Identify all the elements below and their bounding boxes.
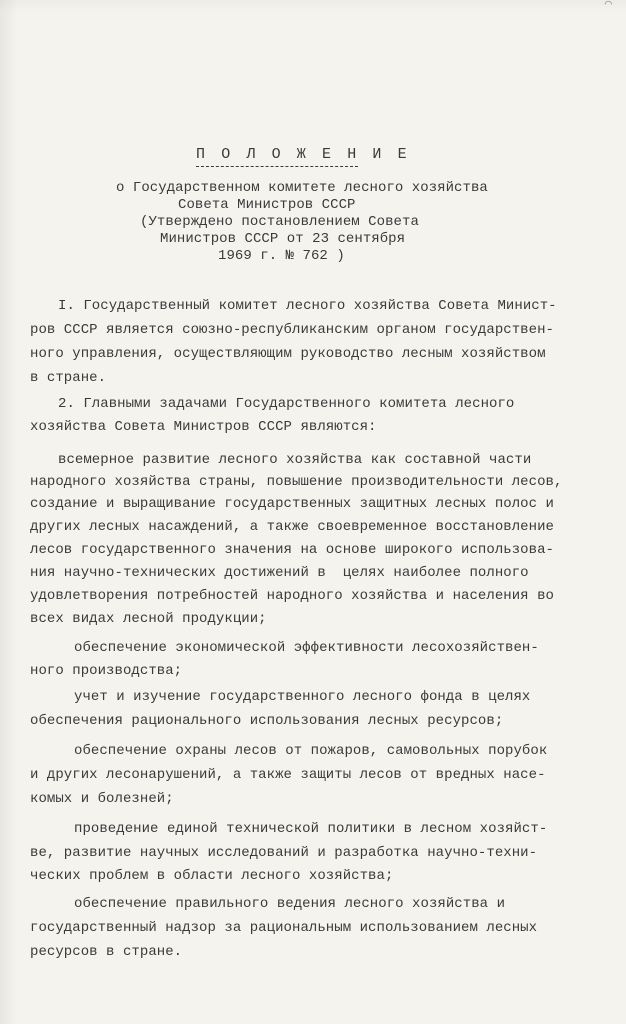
task-6-line: ресурсов в стране. — [30, 944, 183, 960]
task-1-line: ния научно-технических достижений в целях наиболее полного — [30, 565, 529, 581]
task-1-line: лесов государственного значения на основе широкого использова- — [30, 542, 554, 558]
paragraph-1-line: в стране. — [30, 370, 107, 386]
task-1-line: народного хозяйства страны, повышение производительности лесов, — [30, 474, 563, 490]
task-1-line: всемерное развитие лесного хозяйства как составной части — [58, 452, 532, 468]
task-5-line: ческих проблем в области лесного хозяйства; — [30, 868, 394, 884]
paragraph-2-line: 2. Главными задачами Государственного комитета лесного — [58, 396, 515, 412]
task-1-line: других лесных насаждений, а также своевременное восстановление — [30, 519, 554, 535]
task-2-line: ного производства; — [30, 663, 183, 679]
document-title: П О Л О Ж Е Н И Е — [196, 146, 411, 163]
task-5-line: проведение единой технической политики в лесном хозяйст- — [74, 821, 548, 837]
task-2-line: обеспечение экономической эффективности лесохозяйствен- — [74, 640, 539, 656]
subtitle-line: Министров СССР от 23 сентября — [160, 231, 406, 247]
task-6-line: обеспечение правильного ведения лесного хозяйства и — [74, 896, 506, 912]
task-1-line: создание и выращивание государственных защитных лесных полос и — [30, 496, 554, 512]
paragraph-2-line: хозяйства Совета Министров СССР являются: — [30, 419, 377, 435]
subtitle-line: Совета Министров СССР — [178, 197, 356, 213]
task-1-line: всех видах лесной продукции; — [30, 611, 267, 627]
title-underline — [196, 166, 358, 167]
paragraph-1-line: ного управления, осуществляющим руководство лесным хозяйством — [30, 346, 546, 362]
task-3-line: обеспечения рационального использования лесных ресурсов; — [30, 713, 504, 729]
subtitle-line: о Государственном комитете лесного хозяйства — [116, 180, 488, 196]
subtitle-line: (Утверждено постановлением Совета — [140, 214, 419, 230]
task-1-line: удовлетворения потребностей народного хозяйства и населения во — [30, 588, 554, 604]
task-4-line: комых и болезней; — [30, 791, 174, 807]
paragraph-1-line: I. Государственный комитет лесного хозяйства Совета Минист- — [58, 298, 557, 314]
task-3-line: учет и изучение государственного лесного фонда в целях — [74, 689, 531, 705]
paragraph-1-line: ров СССР является союзно-республиканским органом государствен- — [30, 322, 554, 338]
task-4-line: и других лесонарушений, а также защиты лесов от вредных насе- — [30, 767, 546, 783]
task-5-line: ве, развитие научных исследований и разработка научно-техни- — [30, 845, 538, 861]
task-6-line: государственный надзор за рациональным использованием лесных — [30, 920, 538, 936]
corner-mark: ⌒ — [604, 0, 612, 11]
task-4-line: обеспечение охраны лесов от пожаров, самовольных порубок — [74, 743, 548, 759]
subtitle-line: 1969 г. № 762 ) — [218, 248, 345, 264]
